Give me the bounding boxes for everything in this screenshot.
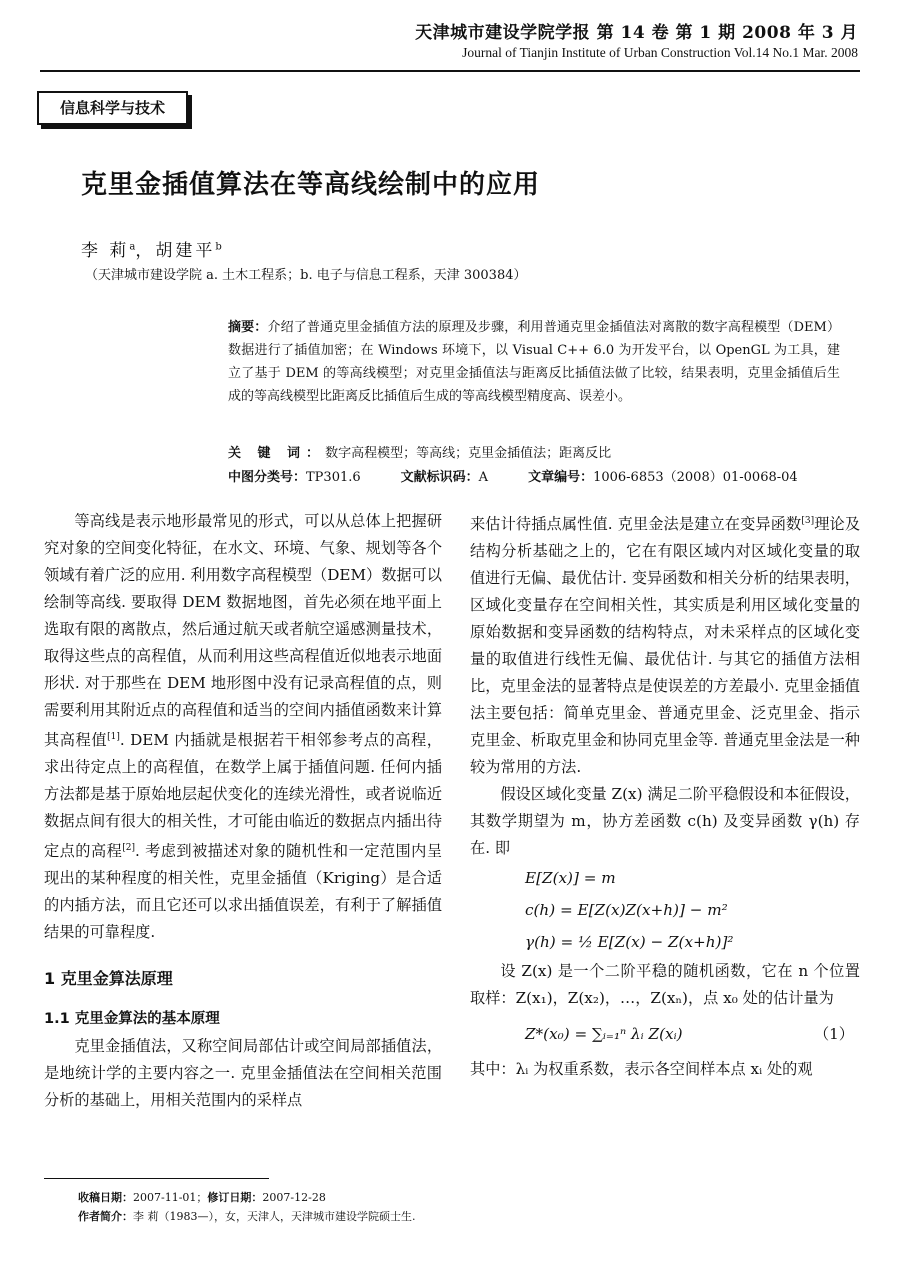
author-separator: ，: [135, 241, 156, 261]
received-date: 2007-11-01；: [133, 1191, 208, 1204]
classification-line: [228, 466, 798, 485]
author-1: 李 莉: [81, 241, 130, 261]
bio-label: 作者简介：: [78, 1210, 133, 1223]
revised-label: 修订日期：: [207, 1191, 263, 1204]
footnote-rule: [44, 1178, 269, 1179]
equation-1-number: （1）: [813, 1025, 854, 1044]
section-1-1-paragraph: 克里金插值法，又称空间局部估计或空间局部插值法，是地统计学的主要内容之一. 克里金插值法在空间相关范围分析的基础上，用相关范围内的采样点: [44, 1037, 442, 1110]
kriging-paragraph: [470, 508, 860, 781]
right-column: [470, 508, 860, 1083]
affiliation: （天津城市建设学院 a. 土木工程系；b. 电子与信息工程系，天津 300384）: [85, 268, 527, 283]
equation-1-body: Z*(x₀) = ∑ᵢ₌₁ⁿ λᵢ Z(xᵢ): [525, 1025, 683, 1044]
equation-covariance: c(h) = E[Z(x)Z(x+h)] − m²: [525, 901, 728, 920]
author-2-affil: b: [215, 241, 222, 253]
ref-1: [1]: [107, 732, 120, 742]
received-label: 收稿日期：: [78, 1191, 133, 1204]
doc-code-value: A: [478, 470, 489, 485]
author-2: 胡建平: [155, 241, 216, 261]
kriging-text-1: 来估计待插点属性值. 克里金法是建立在变异函数: [470, 515, 802, 534]
doc-code-label: 文献标识码：: [400, 470, 479, 485]
footnote-bio: [78, 1208, 416, 1224]
authors: [81, 236, 222, 261]
abstract-label: 摘要：: [228, 320, 268, 335]
article-no-label: 文章编号：: [528, 470, 594, 485]
clc-value: TP301.6: [306, 470, 361, 485]
keywords: [228, 442, 611, 461]
ref-3: [3]: [801, 516, 815, 526]
equation-variogram: γ(h) = ½ E[Z(x) − Z(x+h)]²: [525, 933, 734, 952]
estimator-paragraph: 设 Z(x) 是一个二阶平稳的随机函数，它在 n 个位置取样：Z(x₁)，Z(x₂)，…，Z(xₙ)，点 x₀ 处的估计量为: [470, 962, 860, 1008]
assumption-paragraph: 假设区域化变量 Z(x) 满足二阶平稳假设和本征假设，其数学期望为 m，协方差函数 c(h) 及变异函数 γ(h) 存在. 即: [470, 785, 860, 858]
weights-paragraph: 其中：λᵢ 为权重系数，表示各空间样本点 xᵢ 处的观: [470, 1060, 813, 1079]
bio-text: 李 莉（1983—），女，天津人，天津城市建设学院硕士生.: [133, 1210, 416, 1223]
abstract-text: 介绍了普通克里金插值方法的原理及步骤，利用普通克里金插值法对离散的数字高程模型（DEM）数据进行了插值加密；在 Windows 环境下，以 Visual C++ 6.0 为开发平台，以 OpenGL 为工具，建立了基于 DEM 的等高线模型；对克里金插值法与距离反比插值法做了比较，结果表明，克里金插值后生成的等高线模型比距离反比插值后生成的等高线模型精度高、误差小。: [228, 320, 840, 404]
journal-header-en: Journal of Tianjin Institute of Urban Construction Vol.14 No.1 Mar. 2008: [462, 45, 858, 60]
equation-expectation: E[Z(x)] = m: [525, 869, 616, 888]
intro-text-2: . DEM 内插就是根据若干相邻参考点的高程，求出待定点上的高程值，在数学上属于插值问题. 任何内插方法都是基于原始地层起伏变化的连续光滑性，或者说临近数据点间有很大的相关性，才可能由临近的数据点内插出待定点的高程: [44, 731, 442, 861]
intro-text-1: 等高线是表示地形最常见的形式，可以从总体上把握研究对象的空间变化特征，在水文、环境、气象、规划等各个领域有着广泛的应用. 利用数字高程模型（DEM）数据可以绘制等高线. 要取得 DEM 数据地图，首先必须在地平面上选取有限的离散点，然后通过航天或者航空遥感测量技术，取得这些点的高程值，从而利用这些高程值近似地表示地面形状. 对于那些在 DEM 地形图中没有记录高程值的点，则需要利用其附近点的高程值和适当的空间内插值函数来计算其高程值: [44, 512, 442, 750]
left-column: [44, 508, 442, 1114]
revised-date: 2007-12-28: [262, 1191, 326, 1204]
section-label: 信息科学与技术: [37, 91, 188, 125]
section-heading-1-1: 1.1 克里金算法的基本原理: [44, 1011, 220, 1028]
header-rule: [40, 70, 860, 72]
intro-text-3: . 考虑到被描述对象的随机性和一定范围内呈现出的某种程度的相关性，克里金插值（Kriging）是合适的内插方法，而且它还可以求出插值误差，有利于了解插值结果的可靠程度.: [44, 842, 443, 942]
intro-paragraph: [44, 508, 442, 946]
keywords-text: 数字高程模型；等高线；克里金插值法；距离反比: [325, 446, 612, 461]
article-no-value: 1006-6853（2008）01-0068-04: [593, 470, 798, 485]
kriging-text-2: 理论及结构分析基础之上的，它在有限区域内对区域化变量的取值进行无偏、最优估计. 变异函数和相关分析的结果表明，区域化变量存在空间相关性，其实质是利用区域化变量的原始数据和变异函数的结构特点，对未采样点的区域化变量的取值进行线性无偏、最优估计. 与其它的插值方法相比，克里金法的显著特点是使误差的方差最小. 克里金插值法主要包括：简单克里金、普通克里金、泛克里金、指示克里金、析取克里金和协同克里金等. 普通克里金法是一种较为常用的方法.: [470, 515, 861, 777]
paper-title: 克里金插值算法在等高线绘制中的应用: [81, 170, 541, 200]
ref-2: [2]: [122, 843, 135, 854]
abstract: [228, 316, 840, 408]
equation-1: [470, 1012, 860, 1056]
journal-header-cn: 天津城市建设学院学报 第 14 卷 第 1 期 2008 年 3 月: [415, 23, 858, 43]
footnote-dates: [78, 1189, 326, 1205]
keywords-label: 关 键 词：: [228, 446, 326, 461]
author-1-affil: a: [129, 241, 136, 253]
section-heading-1: 1 克里金算法原理: [44, 969, 173, 989]
clc-label: 中图分类号：: [228, 470, 307, 485]
